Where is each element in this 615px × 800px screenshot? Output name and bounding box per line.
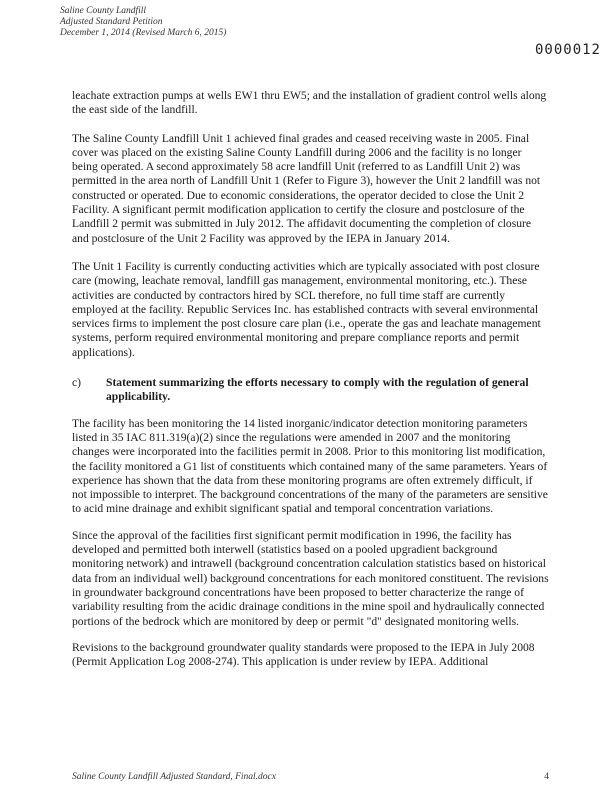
section-title: Statement summarizing the efforts necessary to comply with the regulation of general applicability.	[106, 376, 529, 404]
paragraph: The Unit 1 Facility is currently conducting activities which are typically associated with post closure care (mowing, leachate removal, landfill gas management, environmental monitoring, etc.). These activities are conducted by contractors hired by SCL therefore, no full time staff are currently employed at the facility. Republic Services Inc. has established contracts with several environmental services firms to implement the post closure care plan (i.e., operate the gas and leachate management systems, perform required environmental monitoring and prepare compliance reports and permit applications).	[72, 259, 541, 359]
page-number: 4	[544, 772, 549, 782]
paragraph: leachate extraction pumps at wells EW1 thru EW5; and the installation of gradient control wells along the east side of the landfill.	[72, 89, 547, 117]
section-label: c)	[72, 376, 82, 390]
header-line-1: Saline County Landfill	[60, 6, 147, 16]
page-footer: Saline County Landfill Adjusted Standard, Final.docx	[72, 772, 276, 782]
section-heading	[72, 376, 550, 405]
paragraph: The Saline County Landfill Unit 1 achieved final grades and ceased receiving waste in 2005. Final cover was placed on the existing Saline County Landfill during 2006 and the facility is no longer being operated. A second approximately 58 acre landfill Unit (referred to as Landfill Unit 2) was permitted in the area north of Landfill Unit 1 (Refer to Figure 3), however the Unit 2 landfill was not constructed or operated. Due to economic considerations, the operator decided to close the Unit 2 Facility. A significant permit modification application to certify the closure and postclosure of the Landfill 2 permit was submitted in July 2012. The affidavit documenting the completion of closure and postclosure of the Unit 2 Facility was approved by the IEPA in January 2014.	[72, 131, 541, 245]
header-line-3: December 1, 2014 (Revised March 6, 2015)	[60, 28, 227, 38]
document-body	[72, 89, 550, 681]
header-line-2: Adjusted Standard Petition	[60, 17, 163, 27]
document-number-stamp: 0000012	[534, 42, 601, 58]
paragraph: Since the approval of the facilities first significant permit modification in 1996, the facility has developed and permitted both interwell (statistics based on a pooled upgradient background monitoring network) and intrawell (background concentration calculation statistics based on historical data from an individual well) background concentrations for each monitored constituent. The revisions in groundwater background concentrations have been proposed to better characterize the range of variability resulting from the acidic drainage conditions in the mine spoil and hydraulically connected portions of the bedrock which are monitored by deep or permit "d" designated monitoring wells.	[72, 528, 549, 628]
paragraph: The facility has been monitoring the 14 listed inorganic/indicator detection monitoring parameters listed in 35 IAC 811.319(a)(2) since the regulations were amended in 2007 and the monitoring changes were incorporated into the facilities permit in 2008. Prior to this monitoring list modification, the facility monitored a G1 list of constituents which contained many of the same parameters. Years of experience has shown that the data from these monitoring programs are often extremely difficult, if not impossible to interpret. The background concentrations of the many of the parameters are sensitive to acid mine drainage and exhibit significant spatial and temporal concentration variations.	[72, 416, 548, 516]
paragraph: Revisions to the background groundwater quality standards were proposed to the IEPA in July 2008 (Permit Application Log 2008-274). This application is under review by IEPA. Additional	[72, 640, 535, 669]
running-header	[60, 6, 226, 39]
